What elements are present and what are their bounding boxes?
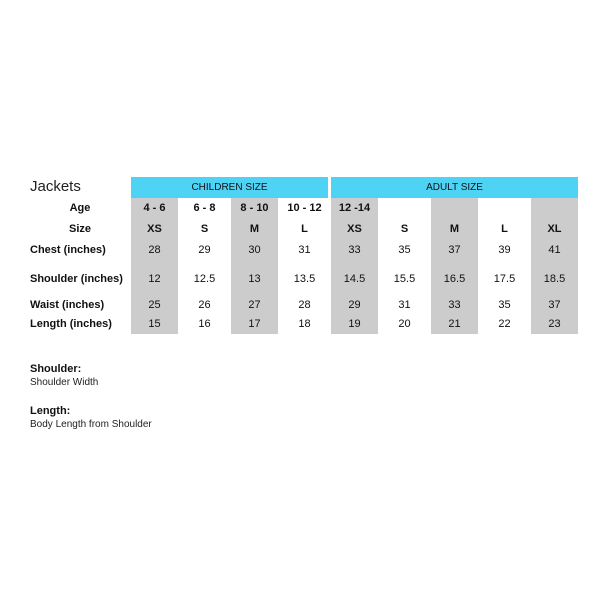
- cell-size: M: [449, 223, 460, 235]
- cell-length: 23: [548, 318, 561, 330]
- cell-chest: 37: [448, 244, 461, 256]
- cell-waist: 25: [148, 299, 161, 311]
- cell-chest: 30: [248, 244, 261, 256]
- cell-waist: 33: [448, 299, 461, 311]
- cell-shoulder: 13.5: [293, 273, 316, 285]
- row-label-length: Length (inches): [30, 318, 112, 330]
- note-title-length: Length:: [30, 405, 71, 417]
- cell-shoulder: 17.5: [493, 273, 516, 285]
- cell-size: XS: [147, 223, 162, 235]
- cell-size: S: [400, 223, 409, 235]
- cell-shoulder: 15.5: [393, 273, 416, 285]
- row-label-age: Age: [69, 202, 91, 214]
- cell-age: 12 -14: [338, 202, 371, 214]
- cell-chest: 28: [148, 244, 161, 256]
- cell-length: 17: [248, 318, 261, 330]
- cell-length: 16: [198, 318, 211, 330]
- cell-length: 18: [298, 318, 311, 330]
- cell-length: 15: [148, 318, 161, 330]
- column-shade: [131, 198, 178, 334]
- column-shade: [331, 198, 378, 334]
- cell-waist: 28: [298, 299, 311, 311]
- cell-shoulder: 12: [148, 273, 161, 285]
- cell-waist: 35: [498, 299, 511, 311]
- cell-shoulder: 12.5: [193, 273, 216, 285]
- cell-size: XL: [547, 223, 562, 235]
- cell-chest: 35: [398, 244, 411, 256]
- cell-size: M: [249, 223, 260, 235]
- row-label-size: Size: [68, 223, 91, 235]
- cell-age: 6 - 8: [193, 202, 216, 214]
- note-text-length: Body Length from Shoulder: [30, 419, 152, 430]
- column-shade: [231, 198, 278, 334]
- cell-age: 8 - 10: [240, 202, 269, 214]
- cell-shoulder: 14.5: [343, 273, 366, 285]
- children-size-header: CHILDREN SIZE: [131, 177, 328, 198]
- cell-size: L: [301, 223, 308, 235]
- cell-waist: 26: [198, 299, 211, 311]
- cell-age: 10 - 12: [287, 202, 322, 214]
- cell-shoulder: 18.5: [543, 273, 566, 285]
- cell-chest: 39: [498, 244, 511, 256]
- cell-shoulder: 13: [248, 273, 261, 285]
- cell-length: 20: [398, 318, 411, 330]
- cell-chest: 29: [198, 244, 211, 256]
- row-label-chest: Chest (inches): [30, 244, 106, 256]
- cell-length: 22: [498, 318, 511, 330]
- cell-length: 21: [448, 318, 461, 330]
- cell-length: 19: [348, 318, 361, 330]
- column-shade: [531, 198, 578, 334]
- note-title-shoulder: Shoulder:: [30, 363, 82, 375]
- note-text-shoulder: Shoulder Width: [30, 377, 99, 388]
- cell-size: L: [501, 223, 508, 235]
- adult-size-header: ADULT SIZE: [331, 177, 578, 198]
- cell-chest: 41: [548, 244, 561, 256]
- cell-waist: 27: [248, 299, 261, 311]
- cell-size: S: [200, 223, 209, 235]
- cell-chest: 33: [348, 244, 361, 256]
- cell-waist: 31: [398, 299, 411, 311]
- cell-size: XS: [347, 223, 362, 235]
- cell-waist: 37: [548, 299, 561, 311]
- cell-waist: 29: [348, 299, 361, 311]
- row-label-shoulder: Shoulder (inches): [30, 273, 123, 285]
- chart-title: Jackets: [30, 178, 81, 195]
- column-shade: [431, 198, 478, 334]
- row-label-waist: Waist (inches): [30, 299, 105, 311]
- cell-age: 4 - 6: [143, 202, 166, 214]
- cell-shoulder: 16.5: [443, 273, 466, 285]
- cell-chest: 31: [298, 244, 311, 256]
